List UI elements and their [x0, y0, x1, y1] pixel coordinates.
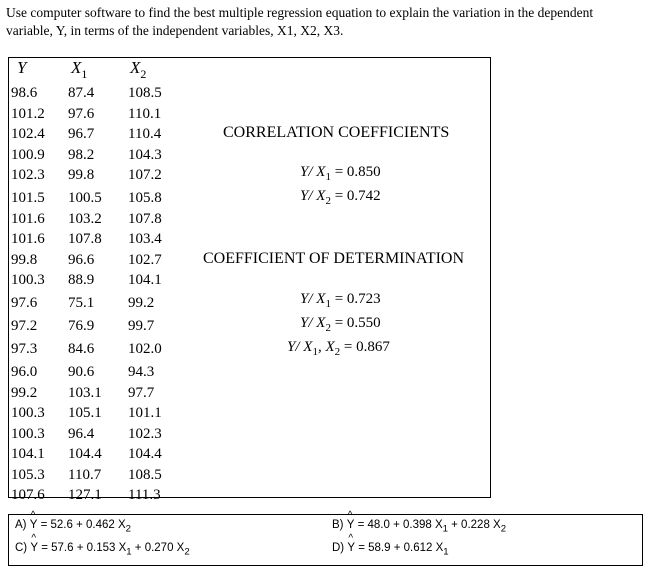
- choice-sub: 1: [442, 523, 448, 535]
- correlation-line: [300, 188, 381, 207]
- table-cell: 88.9: [68, 272, 95, 288]
- eq-lhs: Y/ X: [300, 188, 326, 204]
- table-cell: 103.2: [68, 210, 102, 227]
- table-cell: 127.1: [68, 487, 102, 503]
- table-cell: 100.3: [11, 272, 45, 288]
- table-cell: 94.3: [128, 364, 155, 380]
- question-prompt: Use computer software to find the best multiple regression equation to explain the variation in the dependent variable, Y, in terms of the independent variables, X1, X2, X3.: [6, 5, 594, 38]
- table-cell: 107.6: [11, 487, 45, 503]
- table-cell: 76.9: [68, 318, 95, 334]
- column-header-var: X: [130, 58, 141, 77]
- table-cell: 99.2: [128, 295, 155, 311]
- eq-lhs: Y/ X: [300, 291, 326, 307]
- table-cell: 110.4: [128, 126, 162, 142]
- table-cell: 100.3: [11, 425, 45, 442]
- hat-symbol: ^: [347, 510, 353, 521]
- choice-text: + 0.270 X: [131, 542, 185, 554]
- table-cell: 105.3: [11, 466, 45, 483]
- choice-text: = 58.9 + 0.612 X: [358, 542, 444, 554]
- table-cell: 96.7: [68, 126, 95, 142]
- answer-choice-b[interactable]: [332, 510, 507, 535]
- table-cell: 97.7: [128, 384, 155, 401]
- eq-lhs: Y/ X: [300, 315, 326, 331]
- table-cell: 96.6: [68, 251, 95, 268]
- table-cell: 98.2: [68, 146, 95, 163]
- table-cell: 110.1: [128, 105, 162, 122]
- table-cell: 105.8: [128, 190, 162, 206]
- table-cell: 100.3: [11, 405, 45, 421]
- table-cell: 104.3: [128, 146, 162, 163]
- column-header-y: [17, 58, 26, 78]
- column-header-x1: [71, 58, 87, 82]
- table-cell: 87.4: [68, 85, 95, 101]
- table-cell: 75.1: [68, 295, 95, 311]
- choice-sub: 1: [126, 546, 132, 558]
- eq-rhs: = 0.742: [330, 188, 381, 204]
- y-symbol: Y: [347, 542, 356, 554]
- answer-choice-c[interactable]: [15, 533, 190, 558]
- eq-sub: 2: [325, 322, 331, 334]
- table-cell: 104.1: [11, 446, 45, 462]
- choice-text: = 52.6 + 0.462 X: [40, 519, 126, 531]
- table-cell: 97.6: [68, 105, 95, 122]
- choice-letter: C): [15, 542, 28, 554]
- table-cell: 108.5: [128, 466, 162, 483]
- eq-rhs: = 0.867: [340, 339, 390, 355]
- table-cell: 100.5: [68, 190, 102, 206]
- table-cell: 107.2: [128, 167, 162, 183]
- choice-sub: 2: [184, 546, 190, 558]
- table-cell: 101.6: [11, 210, 45, 227]
- answer-choices-box: [8, 510, 643, 566]
- table-cell: 111.3: [128, 487, 161, 503]
- y-symbol: Y: [30, 542, 39, 554]
- hat-symbol: ^: [348, 533, 354, 544]
- choice-sub: 2: [500, 523, 507, 535]
- eq-lhs: Y/ X: [300, 164, 326, 180]
- column-header-var: X: [71, 58, 82, 77]
- choice-sub: 2: [125, 523, 131, 535]
- table-cell: 107.8: [128, 210, 162, 227]
- answer-choice-a[interactable]: [15, 510, 131, 535]
- table-cell: 102.3: [11, 167, 45, 183]
- table-cell: 108.5: [128, 85, 162, 101]
- y-hat: [347, 533, 356, 554]
- eq-rhs: = 0.723: [330, 291, 381, 307]
- choice-text: = 57.6 + 0.153 X: [41, 542, 127, 554]
- table-cell: 97.3: [11, 341, 38, 357]
- table-cell: 102.3: [128, 425, 162, 442]
- eq-sub: 1: [325, 171, 331, 183]
- table-cell: 101.6: [11, 231, 45, 247]
- eq-rhs: = 0.550: [330, 315, 381, 331]
- choice-text: = 48.0 + 0.398 X: [357, 519, 443, 531]
- choice-letter: D): [332, 542, 345, 554]
- choice-letter: A): [15, 519, 27, 531]
- hat-symbol: ^: [31, 533, 37, 544]
- table-cell: 102.4: [11, 126, 45, 142]
- answer-choice-d[interactable]: [332, 533, 449, 558]
- correlation-heading: CORRELATION COEFFICIENTS: [223, 124, 450, 141]
- table-cell: 90.6: [68, 364, 95, 380]
- table-cell: 97.2: [11, 318, 38, 334]
- y-hat: [346, 510, 355, 531]
- y-symbol: Y: [29, 519, 38, 531]
- table-cell: 104.4: [128, 446, 162, 462]
- table-cell: 96.4: [68, 425, 95, 442]
- table-cell: 96.0: [11, 364, 38, 380]
- table-cell: 104.4: [68, 446, 102, 462]
- y-hat: [30, 533, 39, 554]
- determination-line: [300, 291, 381, 310]
- table-cell: 105.1: [68, 405, 102, 421]
- column-header-var: Y: [17, 58, 27, 77]
- column-header-sub: 1: [81, 67, 88, 81]
- table-cell: 101.1: [128, 405, 162, 421]
- eq-sub: 2: [325, 195, 331, 207]
- table-cell: 101.5: [11, 190, 45, 206]
- table-cell: 99.8: [68, 167, 95, 183]
- table-cell: 99.2: [11, 384, 38, 401]
- eq-sub: 2: [334, 346, 341, 358]
- table-cell: 98.6: [11, 85, 38, 101]
- correlation-line: [300, 164, 381, 183]
- table-cell: 97.6: [11, 295, 38, 311]
- column-header-sub: 2: [140, 67, 147, 81]
- determination-line: [287, 339, 390, 358]
- y-symbol: Y: [346, 519, 355, 531]
- table-cell: 103.1: [68, 384, 102, 401]
- table-cell: 100.9: [11, 146, 45, 163]
- choice-sub: 1: [443, 546, 449, 558]
- table-cell: 110.7: [68, 466, 102, 483]
- table-cell: 99.7: [128, 318, 155, 334]
- table-cell: 103.4: [128, 231, 162, 247]
- table-cell: 84.6: [68, 341, 95, 357]
- y-hat: [29, 510, 38, 531]
- table-cell: 104.1: [128, 272, 162, 288]
- eq-mid: , X: [317, 339, 335, 355]
- eq-sub: 1: [312, 346, 318, 358]
- table-cell: 99.8: [11, 251, 38, 268]
- eq-rhs: = 0.850: [330, 164, 381, 180]
- table-cell: 102.7: [128, 251, 162, 268]
- determination-heading: COEFFICIENT OF DETERMINATION: [203, 250, 465, 267]
- choice-letter: B): [332, 519, 344, 531]
- table-cell: 101.2: [11, 105, 45, 122]
- column-header-x2: [130, 58, 146, 82]
- hat-symbol: ^: [30, 510, 36, 521]
- table-cell: 102.0: [128, 341, 162, 357]
- choice-text: + 0.228 X: [447, 519, 501, 531]
- data-table-box: [8, 57, 491, 503]
- table-cell: 107.8: [68, 231, 102, 247]
- eq-lhs: Y/ X: [287, 339, 313, 355]
- eq-sub: 1: [325, 298, 331, 310]
- determination-line: [300, 315, 381, 334]
